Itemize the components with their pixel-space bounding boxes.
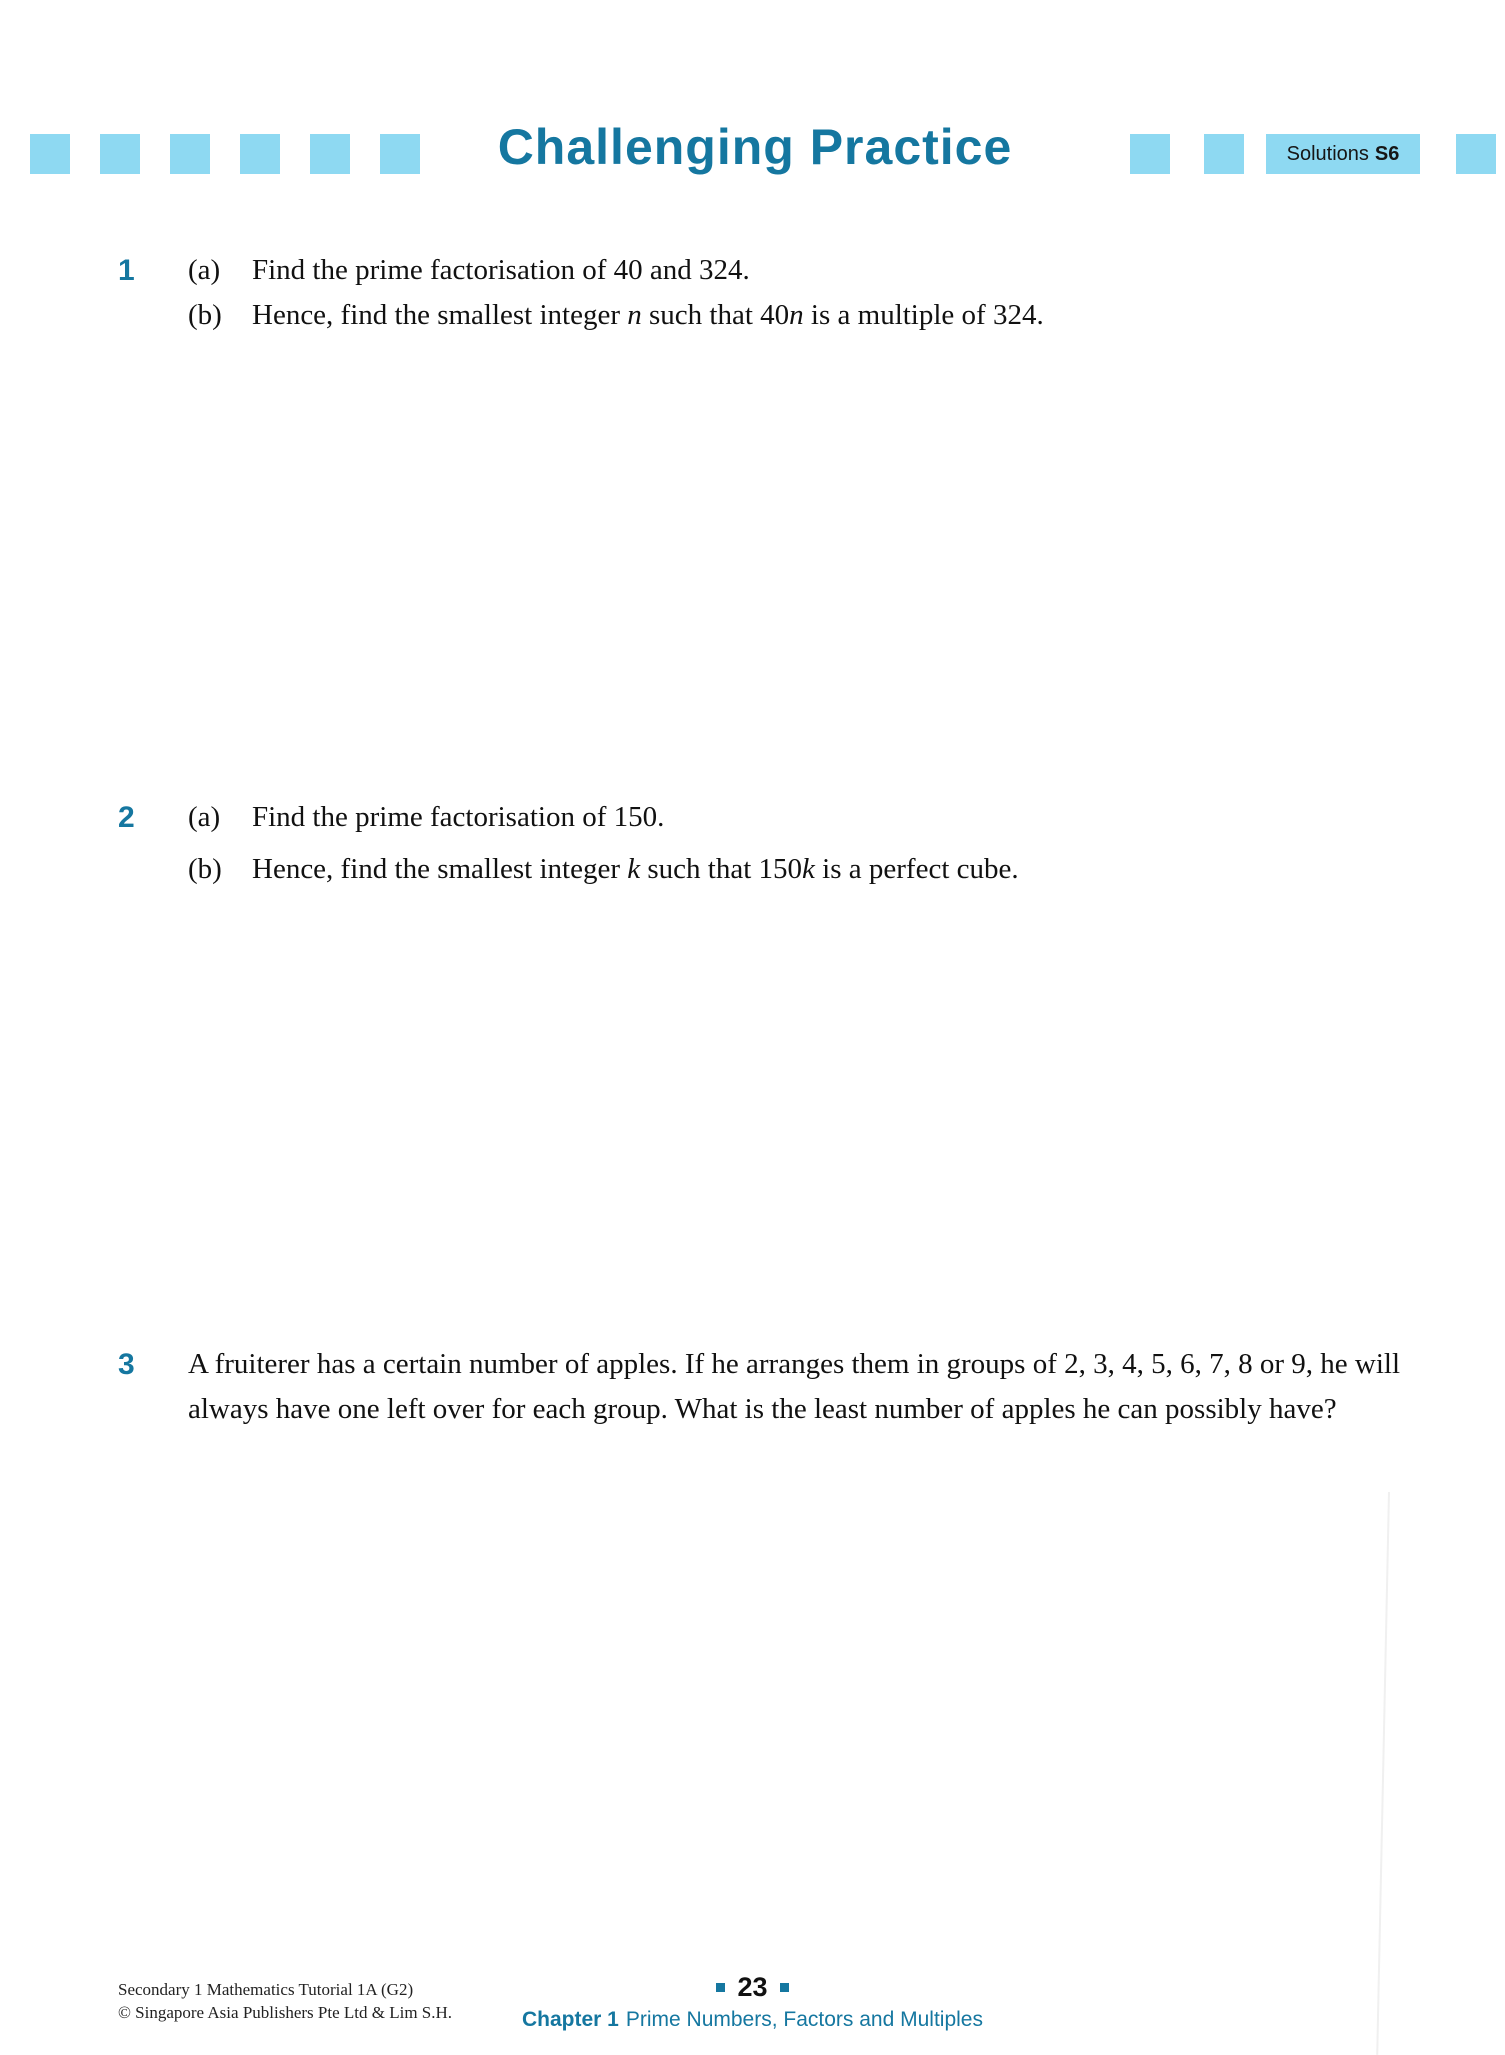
question-part-b [188,293,1505,338]
text-segment: is a multiple of 324. [803,299,1044,331]
question-number: 2 [118,801,135,834]
page-number-square [780,1983,789,1992]
page-title: Challenging Practice [497,119,1013,175]
text-segment: such that 150 [640,853,803,885]
solutions-tab-text: Solutions [1286,142,1369,165]
text-segment: Hence, find the smallest integer [252,853,628,885]
part-label: (b) [188,299,222,331]
question-3 [0,1342,1505,1432]
text-segment: Hence, find the smallest integer [252,299,628,331]
question-text: A fruiterer has a certain number of apples. If he arranges them in groups of 2, 3, 4, 5, 6, 7, 8 or 9, he will always have one left over for each group. What is the least number of apples he can possibly have? [188,1348,1401,1425]
part-text [252,299,1044,331]
page-number-square [716,1983,725,1992]
question-part-a [188,248,1505,293]
imprint-line-1: Secondary 1 Mathematics Tutorial 1A (G2) [118,1980,414,1999]
text-segment: such that 40 [641,299,790,331]
question-number: 1 [118,254,135,287]
decorative-square [170,134,210,174]
part-label: (b) [188,853,222,885]
question-parts [188,795,1505,892]
solutions-tab [1266,134,1420,174]
decorative-square [240,134,280,174]
math-variable: k [802,853,815,885]
decorative-square [1130,134,1170,174]
decorative-square [1204,134,1244,174]
question-parts [188,248,1505,338]
text-segment: is a perfect cube. [814,853,1019,885]
math-variable: n [627,299,642,331]
part-text: Find the prime factorisation of 40 and 324. [252,254,750,286]
question-number: 3 [118,1348,135,1381]
chapter-footer [0,2008,1505,2032]
decorative-square [30,134,70,174]
part-label: (a) [188,801,221,833]
page-curl-line [1376,1492,1390,2055]
math-variable: k [627,853,641,885]
part-text: Find the prime factorisation of 150. [252,801,665,833]
question-2 [0,795,1505,892]
page-number-value: 23 [737,1972,768,2002]
page-number [0,1972,1505,2003]
solutions-tab-code: S6 [1374,142,1400,165]
chapter-label: Chapter 1 [522,2008,619,2031]
chapter-title: Prime Numbers, Factors and Multiples [625,2008,983,2031]
math-variable: n [789,299,804,331]
decorative-square [380,134,420,174]
decorative-square [100,134,140,174]
part-label: (a) [188,254,221,286]
question-1 [0,248,1505,338]
question-part-b [188,847,1505,892]
decorative-square [1456,134,1496,174]
part-text [252,853,1019,885]
decorative-square [310,134,350,174]
question-part-a [188,795,1505,840]
imprint-line-2: © Singapore Asia Publishers Pte Ltd & Lim S.H. [118,2003,453,2022]
